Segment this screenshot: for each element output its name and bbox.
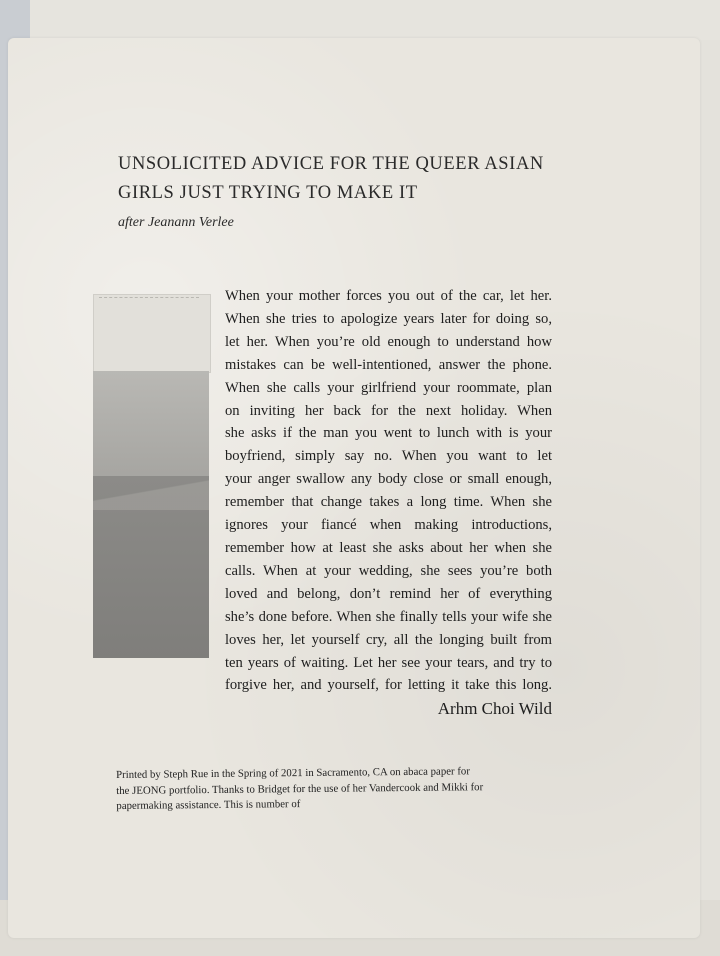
poem-line: your anger swallow any body close or small enough, (225, 471, 552, 488)
colophon-line: Printed by Steph Rue in the Spring of 2021 in Sacramento, CA on abaca paper for (116, 765, 470, 781)
poem-line: remember that change takes a long time. When she (225, 494, 552, 511)
poem-title-line: UNSOLICITED ADVICE FOR THE QUEER ASIAN (118, 154, 544, 174)
paper-swatch-mid (93, 371, 209, 479)
poem-line: on inviting her back for the next holiday. When (225, 402, 552, 419)
colophon-line: papermaking assistance. This is number of (116, 798, 301, 812)
poem-line: loved and belong, don’t remind her of everything (225, 585, 552, 602)
poem-line: ignores your fiancé when making introductions, (225, 517, 552, 534)
poem-dedication: after Jeanann Verlee (118, 215, 234, 230)
poem-line: mistakes can be well-intentioned, answer the phone. (225, 356, 552, 373)
poem-line: When your mother forces you out of the car, let her. (225, 288, 552, 304)
poem-line: When she tries to apologize years later for doing so, (225, 310, 552, 327)
paper-swatch-light (93, 294, 211, 373)
poem-line: she asks if the man you went to lunch with is your (225, 425, 552, 442)
paper-swatch-overlap (93, 470, 209, 510)
poem-body (225, 285, 552, 697)
colophon-line: the JEONG portfolio. Thanks to Bridget for the use of her Vandercook and Mikki for (116, 780, 484, 797)
poem-line: she’s done before. When she finally tells your wife she (225, 608, 552, 625)
poem-line: remember how at least she asks about her when she (225, 539, 552, 556)
poem-line: ten years of waiting. Let her see your tears, and try to (225, 654, 552, 671)
poem-line: forgive her, and yourself, for letting it take this long. (225, 677, 552, 694)
poem-line: boyfriend, simply say no. When you want to let (225, 448, 552, 465)
poem-line: loves her, let yourself cry, all the longing built from (225, 631, 552, 648)
poem-title-line: GIRLS JUST TRYING TO MAKE IT (118, 183, 418, 203)
poem-line: calls. When at your wedding, she sees you’re both (225, 562, 552, 579)
poem-line: let her. When you’re old enough to understand how (225, 333, 552, 350)
colophon (116, 763, 556, 814)
paper-swatch-stitch (99, 297, 199, 300)
poem-title (118, 150, 578, 208)
poem-line: When she calls your girlfriend your roommate, plan (225, 379, 552, 396)
poem-author: Arhm Choi Wild (437, 699, 552, 718)
